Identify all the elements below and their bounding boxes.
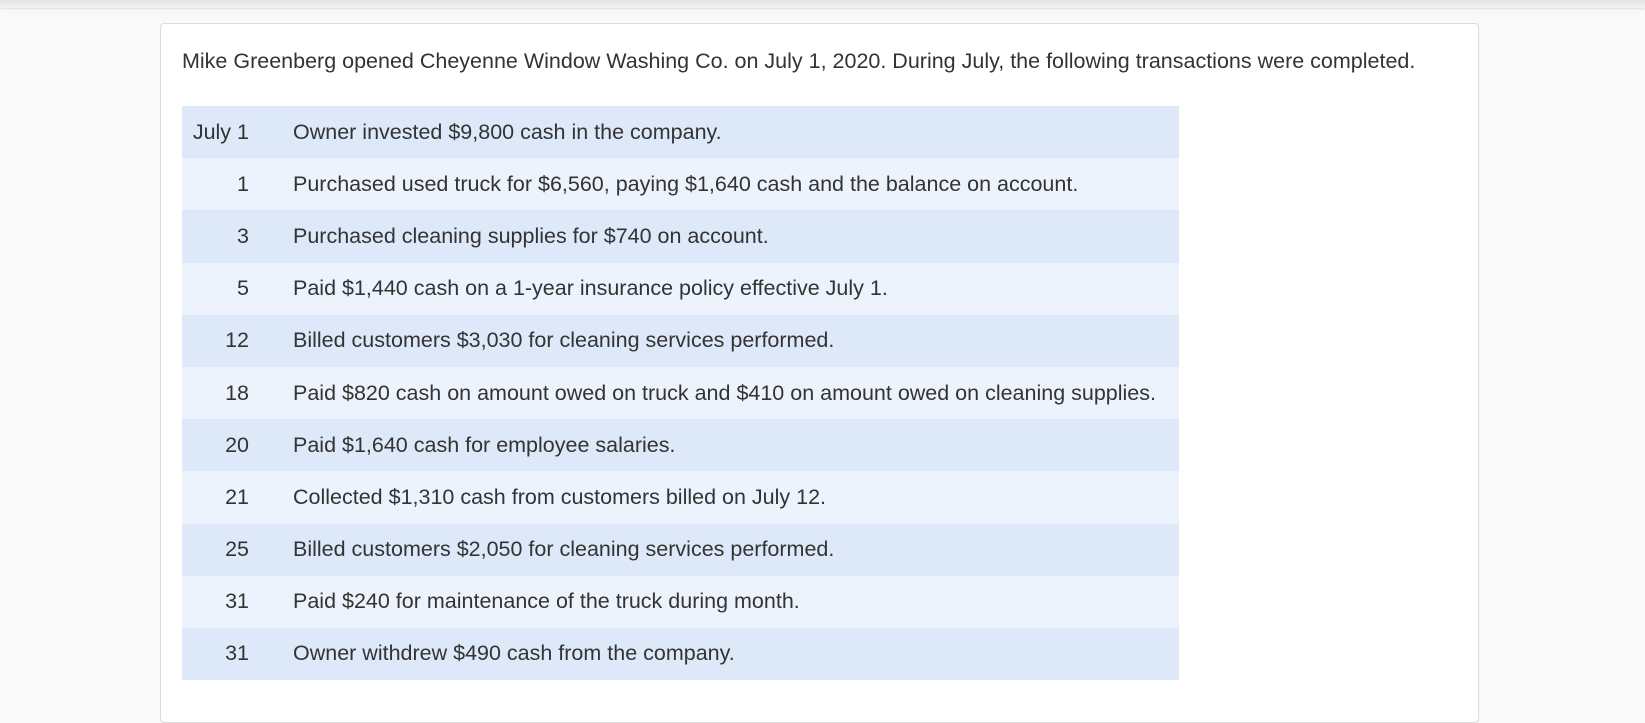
table-row bbox=[182, 158, 1179, 210]
transaction-date: July 1 bbox=[192, 119, 249, 144]
transaction-date: 20 bbox=[225, 432, 249, 457]
table-row bbox=[182, 106, 1179, 158]
table-row bbox=[182, 524, 1179, 576]
top-bar-shadow bbox=[0, 0, 1645, 8]
transaction-description: Collected $1,310 cash from customers billed on July 12. bbox=[293, 484, 826, 509]
transaction-description: Owner withdrew $490 cash from the company. bbox=[293, 641, 735, 666]
transaction-description: Owner invested $9,800 cash in the company. bbox=[293, 119, 722, 144]
transaction-description: Billed customers $2,050 for cleaning services performed. bbox=[293, 537, 835, 562]
transaction-description: Paid $820 cash on amount owed on truck and $410 on amount owed on cleaning supplies. bbox=[293, 380, 1156, 405]
question-card bbox=[160, 23, 1479, 723]
table-row bbox=[182, 263, 1179, 315]
transaction-description: Paid $1,640 cash for employee salaries. bbox=[293, 432, 676, 457]
transaction-date: 12 bbox=[225, 328, 249, 353]
transaction-date: 3 bbox=[237, 223, 249, 248]
problem-intro: Mike Greenberg opened Cheyenne Window Washing Co. on July 1, 2020. During July, the following transactions were completed. bbox=[182, 49, 1416, 73]
table-row bbox=[182, 210, 1179, 262]
table-row bbox=[182, 576, 1179, 628]
table-row bbox=[182, 367, 1179, 419]
transactions-table bbox=[182, 106, 1179, 680]
table-row bbox=[182, 419, 1179, 471]
transaction-description: Paid $1,440 cash on a 1-year insurance policy effective July 1. bbox=[293, 276, 888, 301]
transaction-date: 31 bbox=[225, 641, 249, 666]
transaction-date: 5 bbox=[237, 276, 249, 301]
transaction-date: 25 bbox=[225, 537, 249, 562]
table-row bbox=[182, 628, 1179, 680]
transaction-date: 1 bbox=[237, 171, 249, 196]
transaction-date: 21 bbox=[225, 484, 249, 509]
table-row bbox=[182, 315, 1179, 367]
transaction-date: 31 bbox=[225, 589, 249, 614]
transaction-date: 18 bbox=[225, 380, 249, 405]
transaction-description: Billed customers $3,030 for cleaning services performed. bbox=[293, 328, 835, 353]
transaction-description: Paid $240 for maintenance of the truck during month. bbox=[293, 589, 800, 614]
table-row bbox=[182, 471, 1179, 523]
transaction-description: Purchased cleaning supplies for $740 on account. bbox=[293, 223, 769, 248]
transaction-description: Purchased used truck for $6,560, paying $1,640 cash and the balance on account. bbox=[293, 171, 1079, 196]
